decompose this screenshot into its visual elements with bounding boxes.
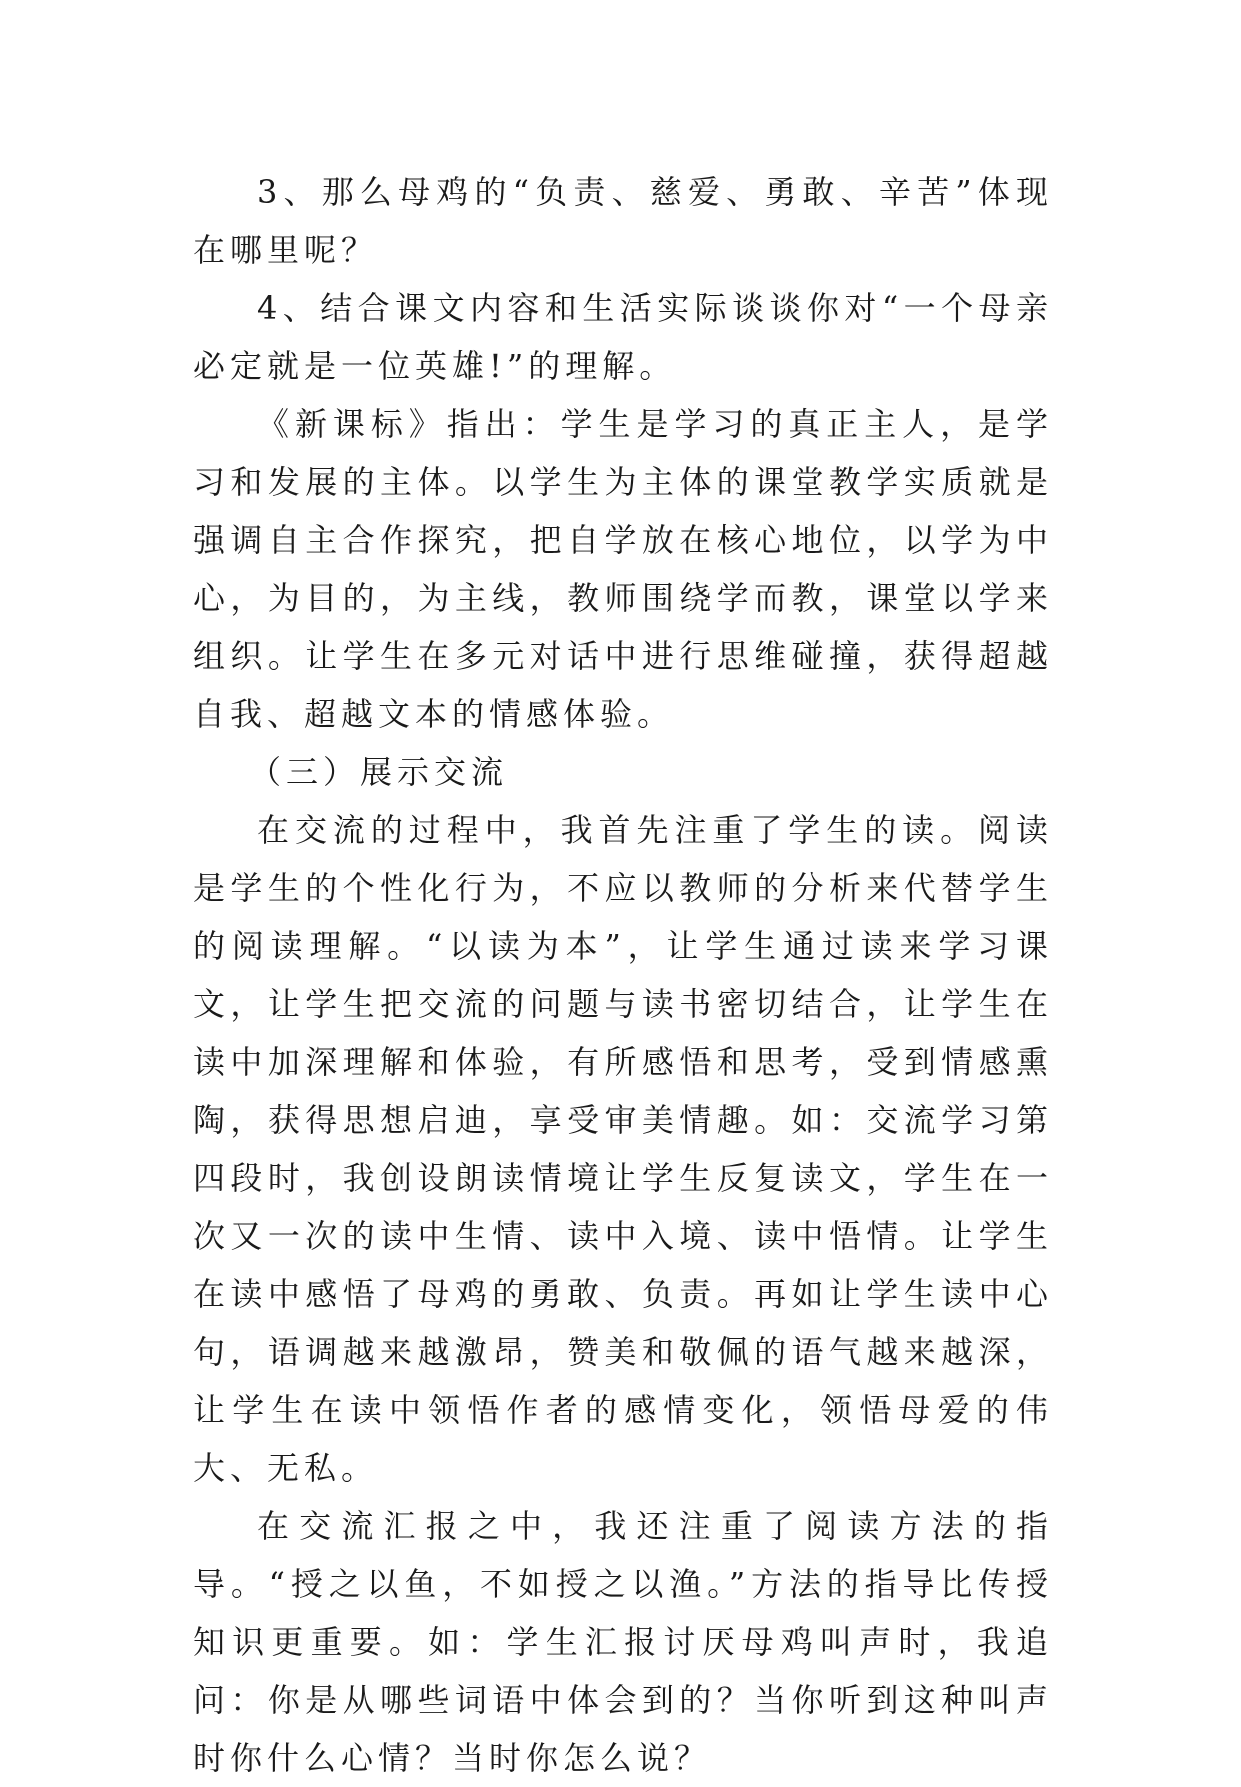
paragraph-curriculum-standard: 《新课标》指出：学生是学习的真正主人，是学习和发展的主体。以学生为主体的课堂教学实质就是强调自主合作探究，把自学放在核心地位，以学为中心，为目的，为主线，教师围绕学而教，课堂以学来组织。让学生在多元对话中进行思维碰撞，获得超越自我、超越文本的情感体验。 (193, 405, 1053, 733)
document-body (193, 163, 1053, 1787)
paragraph-reading-focus: 在交流的过程中，我首先注重了学生的读。阅读是学生的个性化行为，不应以教师的分析来代替学生的阅读理解。“以读为本”，让学生通过读来学习课文，让学生把交流的问题与读书密切结合，让学生在读中加深理解和体验，有所感悟和思考，受到情感熏陶，获得思想启迪，享受审美情趣。如：交流学习第四段时，我创设朗读情境让学生反复读文，学生在一次又一次的读中生情、读中入境、读中悟情。让学生在读中感悟了母鸡的勇敢、负责。再如让学生读中心句，语调越来越激昂，赞美和敬佩的语气越来越深，让学生在读中领悟作者的感情变化，领悟母爱的伟大、无私。 (193, 811, 1053, 1487)
section-heading-display-exchange: （三）展示交流 (249, 753, 509, 791)
question-4: 4、结合课文内容和生活实际谈谈你对“一个母亲必定就是一位英雄!”的理解。 (193, 289, 1053, 385)
question-3: 3、那么母鸡的“负责、慈爱、勇敢、辛苦”体现在哪里呢？ (193, 173, 1053, 269)
paragraph-reading-method: 在交流汇报之中，我还注重了阅读方法的指导。“授之以鱼，不如授之以渔。”方法的指导比传授知识更重要。如：学生汇报讨厌母鸡叫声时，我追问：你是从哪些词语中体会到的？当你听到这种叫声时你什么心情？当时你怎么说？ (193, 1507, 1053, 1777)
